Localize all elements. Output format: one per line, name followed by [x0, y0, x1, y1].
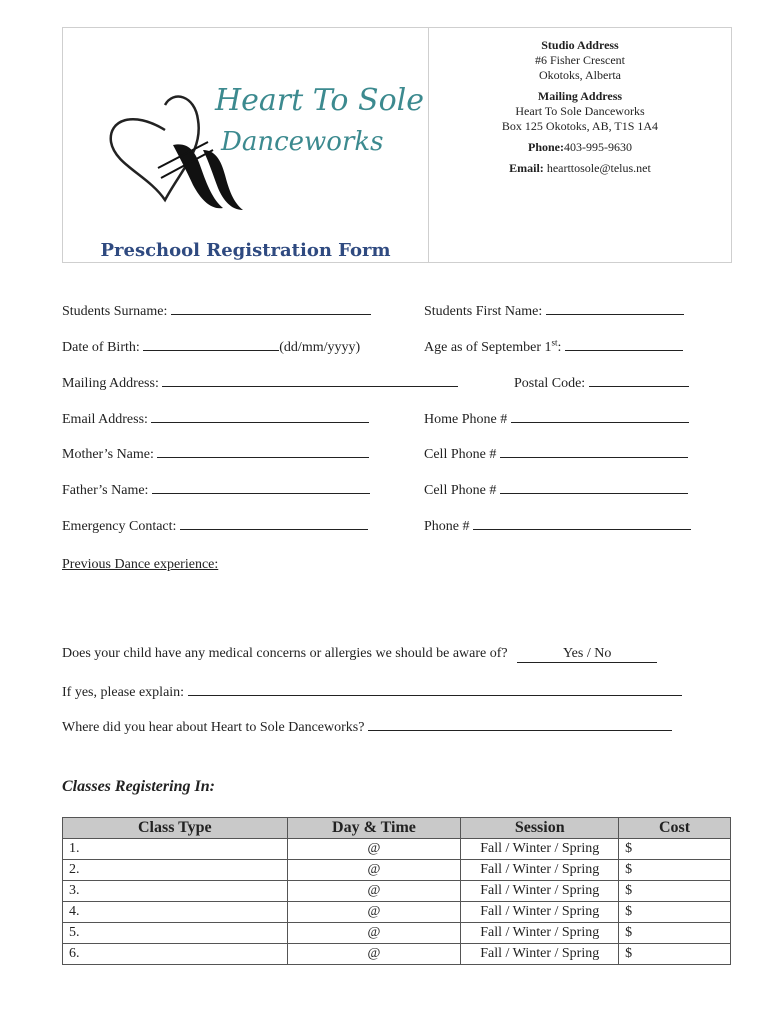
- table-row: [63, 923, 731, 944]
- class-type-cell[interactable]: 5.: [63, 923, 288, 944]
- home-phone-field[interactable]: [424, 408, 689, 428]
- cost-cell[interactable]: $: [619, 902, 731, 923]
- table-row: [63, 839, 731, 860]
- postal-code-field[interactable]: [514, 372, 689, 392]
- form-title: Preschool Registration Form: [100, 240, 391, 261]
- mother-name-label: Mother’s Name:: [62, 447, 154, 462]
- postal-code-line[interactable]: [589, 372, 689, 387]
- studio-address-line2: Okotoks, Alberta: [539, 68, 621, 82]
- dob-format: (dd/mm/yyyy): [279, 340, 361, 355]
- phone-field-label: Phone #: [424, 519, 470, 534]
- table-row: [63, 944, 731, 965]
- phone-line: [429, 140, 731, 155]
- email-address-label: Email Address:: [62, 412, 148, 427]
- studio-address-line1: #6 Fisher Crescent: [535, 53, 625, 67]
- class-type-cell[interactable]: 2.: [63, 860, 288, 881]
- first-name-line[interactable]: [546, 300, 684, 315]
- surname-label: Students Surname:: [62, 304, 168, 319]
- cell-phone-1-field[interactable]: [424, 443, 688, 463]
- cell-phone-2-line[interactable]: [500, 479, 688, 494]
- father-name-line[interactable]: [152, 479, 370, 494]
- classes-title: Classes Registering In:: [62, 778, 215, 795]
- phone-value: 403-995-9630: [564, 140, 632, 154]
- phone-label: Phone:: [528, 140, 564, 154]
- explain-line[interactable]: [188, 681, 682, 696]
- cost-cell[interactable]: $: [619, 881, 731, 902]
- email-address-line[interactable]: [151, 408, 369, 423]
- session-cell[interactable]: Fall / Winter / Spring: [461, 881, 619, 902]
- email-address-field[interactable]: [62, 408, 369, 428]
- hear-about-field[interactable]: [62, 716, 672, 736]
- emergency-contact-label: Emergency Contact:: [62, 519, 177, 534]
- email-label: Email:: [509, 161, 544, 175]
- hear-about-label: Where did you hear about Heart to Sole Danceworks?: [62, 720, 365, 735]
- surname-line[interactable]: [171, 300, 371, 315]
- header-day-time: Day & Time: [287, 818, 461, 839]
- age-label: Age as of September 1st:: [424, 337, 562, 355]
- explain-field[interactable]: [62, 681, 682, 701]
- day-time-cell[interactable]: @: [287, 839, 461, 860]
- studio-address-heading: Studio Address: [541, 38, 619, 52]
- surname-field[interactable]: [62, 300, 371, 320]
- dob-line[interactable]: [143, 336, 279, 351]
- contact-block: [429, 38, 731, 176]
- medical-question-label: Does your child have any medical concerns or allergies we should be aware of?: [62, 646, 508, 661]
- heart-to-sole-logo: [103, 50, 424, 220]
- classes-header-row: [63, 818, 731, 839]
- cost-cell[interactable]: $: [619, 923, 731, 944]
- mailing-address-field[interactable]: [62, 372, 458, 392]
- home-phone-line[interactable]: [511, 408, 689, 423]
- classes-table: [62, 817, 731, 965]
- phone-field-line[interactable]: [473, 515, 691, 530]
- emergency-contact-line[interactable]: [180, 515, 368, 530]
- medical-question[interactable]: [62, 646, 657, 663]
- dob-field[interactable]: [62, 336, 360, 356]
- session-cell[interactable]: Fall / Winter / Spring: [461, 923, 619, 944]
- age-line[interactable]: [565, 336, 683, 351]
- postal-code-label: Postal Code:: [514, 376, 586, 391]
- first-name-field[interactable]: [424, 300, 684, 320]
- session-cell[interactable]: Fall / Winter / Spring: [461, 944, 619, 965]
- logo-text-line1: Heart To Sole: [215, 83, 424, 118]
- day-time-cell[interactable]: @: [287, 860, 461, 881]
- explain-label: If yes, please explain:: [62, 685, 185, 700]
- day-time-cell[interactable]: @: [287, 944, 461, 965]
- cell-phone-1-label: Cell Phone #: [424, 447, 497, 462]
- first-name-label: Students First Name:: [424, 304, 543, 319]
- day-time-cell[interactable]: @: [287, 902, 461, 923]
- session-cell[interactable]: Fall / Winter / Spring: [461, 902, 619, 923]
- header-session: Session: [461, 818, 619, 839]
- mailing-address-line[interactable]: [162, 372, 458, 387]
- phone-field[interactable]: [424, 515, 691, 535]
- class-type-cell[interactable]: 4.: [63, 902, 288, 923]
- father-name-field[interactable]: [62, 479, 370, 499]
- table-row: [63, 860, 731, 881]
- mother-name-line[interactable]: [157, 443, 369, 458]
- day-time-cell[interactable]: @: [287, 881, 461, 902]
- table-row: [63, 902, 731, 923]
- cost-cell[interactable]: $: [619, 839, 731, 860]
- age-field[interactable]: [424, 336, 683, 356]
- day-time-cell[interactable]: @: [287, 923, 461, 944]
- cost-cell[interactable]: $: [619, 944, 731, 965]
- mother-name-field[interactable]: [62, 443, 369, 463]
- emergency-contact-field[interactable]: [62, 515, 368, 535]
- header-class-type: Class Type: [63, 818, 288, 839]
- email-line: [429, 161, 731, 176]
- session-cell[interactable]: Fall / Winter / Spring: [461, 860, 619, 881]
- session-cell[interactable]: Fall / Winter / Spring: [461, 839, 619, 860]
- table-row: [63, 881, 731, 902]
- class-type-cell[interactable]: 3.: [63, 881, 288, 902]
- logo-text-line2: Danceworks: [221, 127, 384, 157]
- dob-label: Date of Birth:: [62, 340, 140, 355]
- mailing-address-line1: Heart To Sole Danceworks: [515, 104, 645, 118]
- father-name-label: Father’s Name:: [62, 483, 149, 498]
- header-box: [62, 27, 732, 263]
- hear-about-line[interactable]: [368, 716, 672, 731]
- mailing-address-heading: Mailing Address: [537, 89, 623, 103]
- email-value: hearttosole@telus.net: [546, 161, 651, 175]
- cost-cell[interactable]: $: [619, 860, 731, 881]
- class-type-cell[interactable]: 6.: [63, 944, 288, 965]
- mailing-address-label: Mailing Address:: [62, 376, 159, 391]
- mailing-address-line2: Box 125 Okotoks, AB, T1S 1A4: [501, 119, 659, 133]
- class-type-cell[interactable]: 1.: [63, 839, 288, 860]
- yes-no-answer[interactable]: Yes / No: [517, 646, 657, 663]
- header-cost: Cost: [619, 818, 731, 839]
- cell-phone-2-label: Cell Phone #: [424, 483, 497, 498]
- cell-phone-2-field[interactable]: [424, 479, 688, 499]
- home-phone-label: Home Phone #: [424, 412, 508, 427]
- previous-dance-label: Previous Dance experience:: [62, 557, 219, 572]
- cell-phone-1-line[interactable]: [500, 443, 688, 458]
